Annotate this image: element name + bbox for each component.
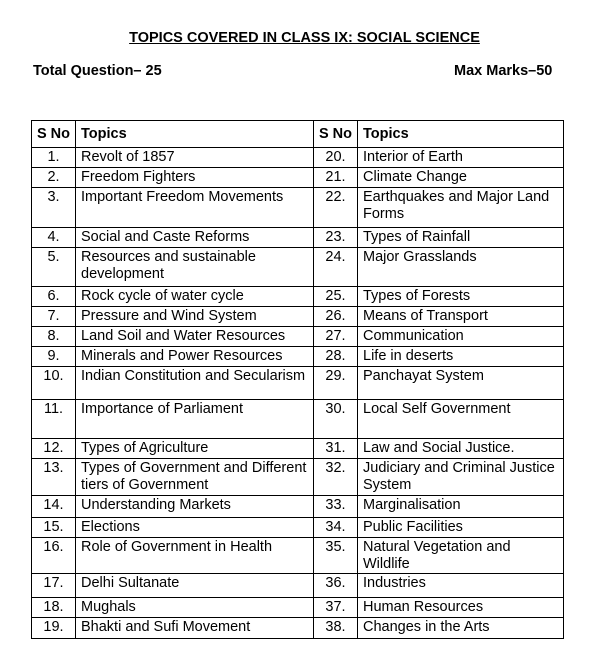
table-row [32,496,564,518]
right-sno-cell: 38. [314,618,358,639]
right-sno-cell: 23. [314,228,358,248]
right-topic-cell: Communication [358,327,564,347]
right-sno-cell: 24. [314,248,358,287]
table-row [32,574,564,598]
table-row [32,327,564,347]
right-topic-cell: Human Resources [358,598,564,618]
left-topic-cell: Understanding Markets [76,496,314,518]
table-row [32,347,564,367]
left-sno-cell: 8. [32,327,76,347]
left-sno-cell: 9. [32,347,76,367]
left-sno-cell: 16. [32,538,76,574]
right-topic-cell: Changes in the Arts [358,618,564,639]
table-row [32,367,564,400]
right-topic-cell: Types of Forests [358,287,564,307]
right-sno-cell: 21. [314,168,358,188]
table-row [32,248,564,287]
right-topic-cell: Judiciary and Criminal Justice System [358,459,564,496]
max-marks: Max Marks–50 [454,63,553,79]
right-sno-cell: 29. [314,367,358,400]
right-topic-cell: Major Grasslands [358,248,564,287]
table-row [32,518,564,538]
left-sno-cell: 6. [32,287,76,307]
left-sno-cell: 5. [32,248,76,287]
left-sno-cell: 10. [32,367,76,400]
table-row [32,307,564,327]
document-title: TOPICS COVERED IN CLASS IX: SOCIAL SCIENCE [129,30,480,46]
topics-table [31,120,564,639]
left-sno-cell: 15. [32,518,76,538]
right-topic-cell: Means of Transport [358,307,564,327]
right-sno-cell: 30. [314,400,358,439]
table-row [32,287,564,307]
left-sno-cell: 17. [32,574,76,598]
right-topic-cell: Natural Vegetation and Wildlife [358,538,564,574]
left-sno-cell: 12. [32,439,76,459]
right-topic-cell: Interior of Earth [358,148,564,168]
right-topic-cell: Life in deserts [358,347,564,367]
right-topic-cell: Law and Social Justice. [358,439,564,459]
left-topic-cell: Types of Government and Different tiers of Government [76,459,314,496]
left-topic-cell: Delhi Sultanate [76,574,314,598]
right-sno-cell: 22. [314,188,358,228]
right-sno-cell: 32. [314,459,358,496]
left-topic-cell: Role of Government in Health [76,538,314,574]
left-topic-cell: Pressure and Wind System [76,307,314,327]
table-row [32,148,564,168]
right-topic-cell: Earthquakes and Major Land Forms [358,188,564,228]
right-sno-cell: 28. [314,347,358,367]
header-topics-left: Topics [76,121,314,148]
table-row [32,400,564,439]
right-topic-cell: Local Self Government [358,400,564,439]
left-topic-cell: Revolt of 1857 [76,148,314,168]
table-row [32,439,564,459]
left-sno-cell: 4. [32,228,76,248]
right-sno-cell: 31. [314,439,358,459]
left-topic-cell: Importance of Parliament [76,400,314,439]
left-sno-cell: 13. [32,459,76,496]
left-topic-cell: Elections [76,518,314,538]
left-sno-cell: 1. [32,148,76,168]
right-sno-cell: 33. [314,496,358,518]
right-topic-cell: Marginalisation [358,496,564,518]
left-topic-cell: Minerals and Power Resources [76,347,314,367]
table-row [32,598,564,618]
total-questions: Total Question– 25 [33,63,162,79]
left-sno-cell: 18. [32,598,76,618]
left-topic-cell: Freedom Fighters [76,168,314,188]
header-topics-right: Topics [358,121,564,148]
left-topic-cell: Types of Agriculture [76,439,314,459]
left-sno-cell: 3. [32,188,76,228]
left-topic-cell: Important Freedom Movements [76,188,314,228]
left-topic-cell: Resources and sustainable development [76,248,314,287]
left-sno-cell: 7. [32,307,76,327]
header-sno-right: S No [314,121,358,148]
left-topic-cell: Social and Caste Reforms [76,228,314,248]
right-sno-cell: 34. [314,518,358,538]
left-sno-cell: 14. [32,496,76,518]
left-topic-cell: Mughals [76,598,314,618]
right-topic-cell: Climate Change [358,168,564,188]
right-topic-cell: Public Facilities [358,518,564,538]
left-topic-cell: Land Soil and Water Resources [76,327,314,347]
table-row [32,618,564,639]
left-sno-cell: 11. [32,400,76,439]
left-topic-cell: Rock cycle of water cycle [76,287,314,307]
right-topic-cell: Industries [358,574,564,598]
right-sno-cell: 20. [314,148,358,168]
right-sno-cell: 27. [314,327,358,347]
left-sno-cell: 19. [32,618,76,639]
right-sno-cell: 35. [314,538,358,574]
table-row [32,459,564,496]
header-sno-left: S No [32,121,76,148]
table-row [32,228,564,248]
right-sno-cell: 36. [314,574,358,598]
left-sno-cell: 2. [32,168,76,188]
table-header-row [32,121,564,148]
right-sno-cell: 25. [314,287,358,307]
left-topic-cell: Indian Constitution and Secularism [76,367,314,400]
table-row [32,188,564,228]
left-topic-cell: Bhakti and Sufi Movement [76,618,314,639]
table-row [32,538,564,574]
table-row [32,168,564,188]
right-topic-cell: Panchayat System [358,367,564,400]
right-sno-cell: 26. [314,307,358,327]
right-topic-cell: Types of Rainfall [358,228,564,248]
right-sno-cell: 37. [314,598,358,618]
